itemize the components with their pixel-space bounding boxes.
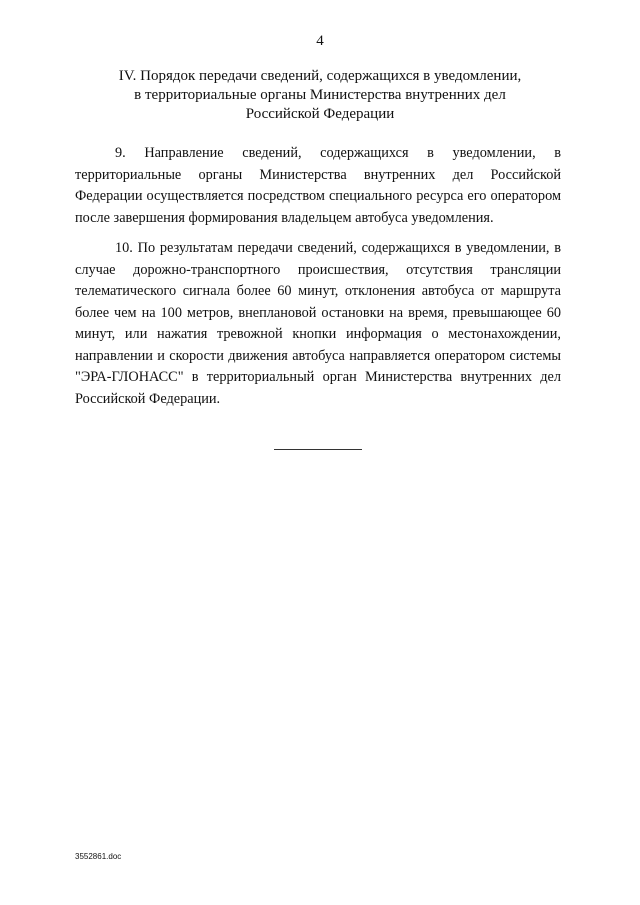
section-heading-line-2: в территориальные органы Министерства внутренних дел [134,87,506,103]
section-heading-line-3: Российской Федерации [245,106,395,122]
file-reference: 3552861.doc [75,852,122,861]
end-divider [274,449,362,450]
page-number: 4 [316,33,324,49]
section-heading [70,67,570,124]
paragraph-10: 10. По результатам передачи сведений, содержащихся в уведомлении, в случае дорожно-транспортного происшествия, отсутствия трансляции телематического сигнала более 60 минут, отклонения автобуса от маршрута более чем на 100 метров, внеплановой остановки на время, превышающее 60 минут, или нажатия тревожной кнопки информация о местонахождении, направлении и скорости движения автобуса направляется оператором системы "ЭРА-ГЛОНАСС" в территориальный орган Министерства внутренних дел Российской Федерации. [75,240,561,407]
section-heading-line-1: IV. Порядок передачи сведений, содержащихся в уведомлении, [118,68,522,84]
paragraph-9: 9. Направление сведений, содержащихся в уведомлении, в территориальные органы Министерства внутренних дел Российской Федерации осуществляется посредством специального ресурса его оператором после завершения формирования владельцем автобуса уведомления. [75,145,561,226]
